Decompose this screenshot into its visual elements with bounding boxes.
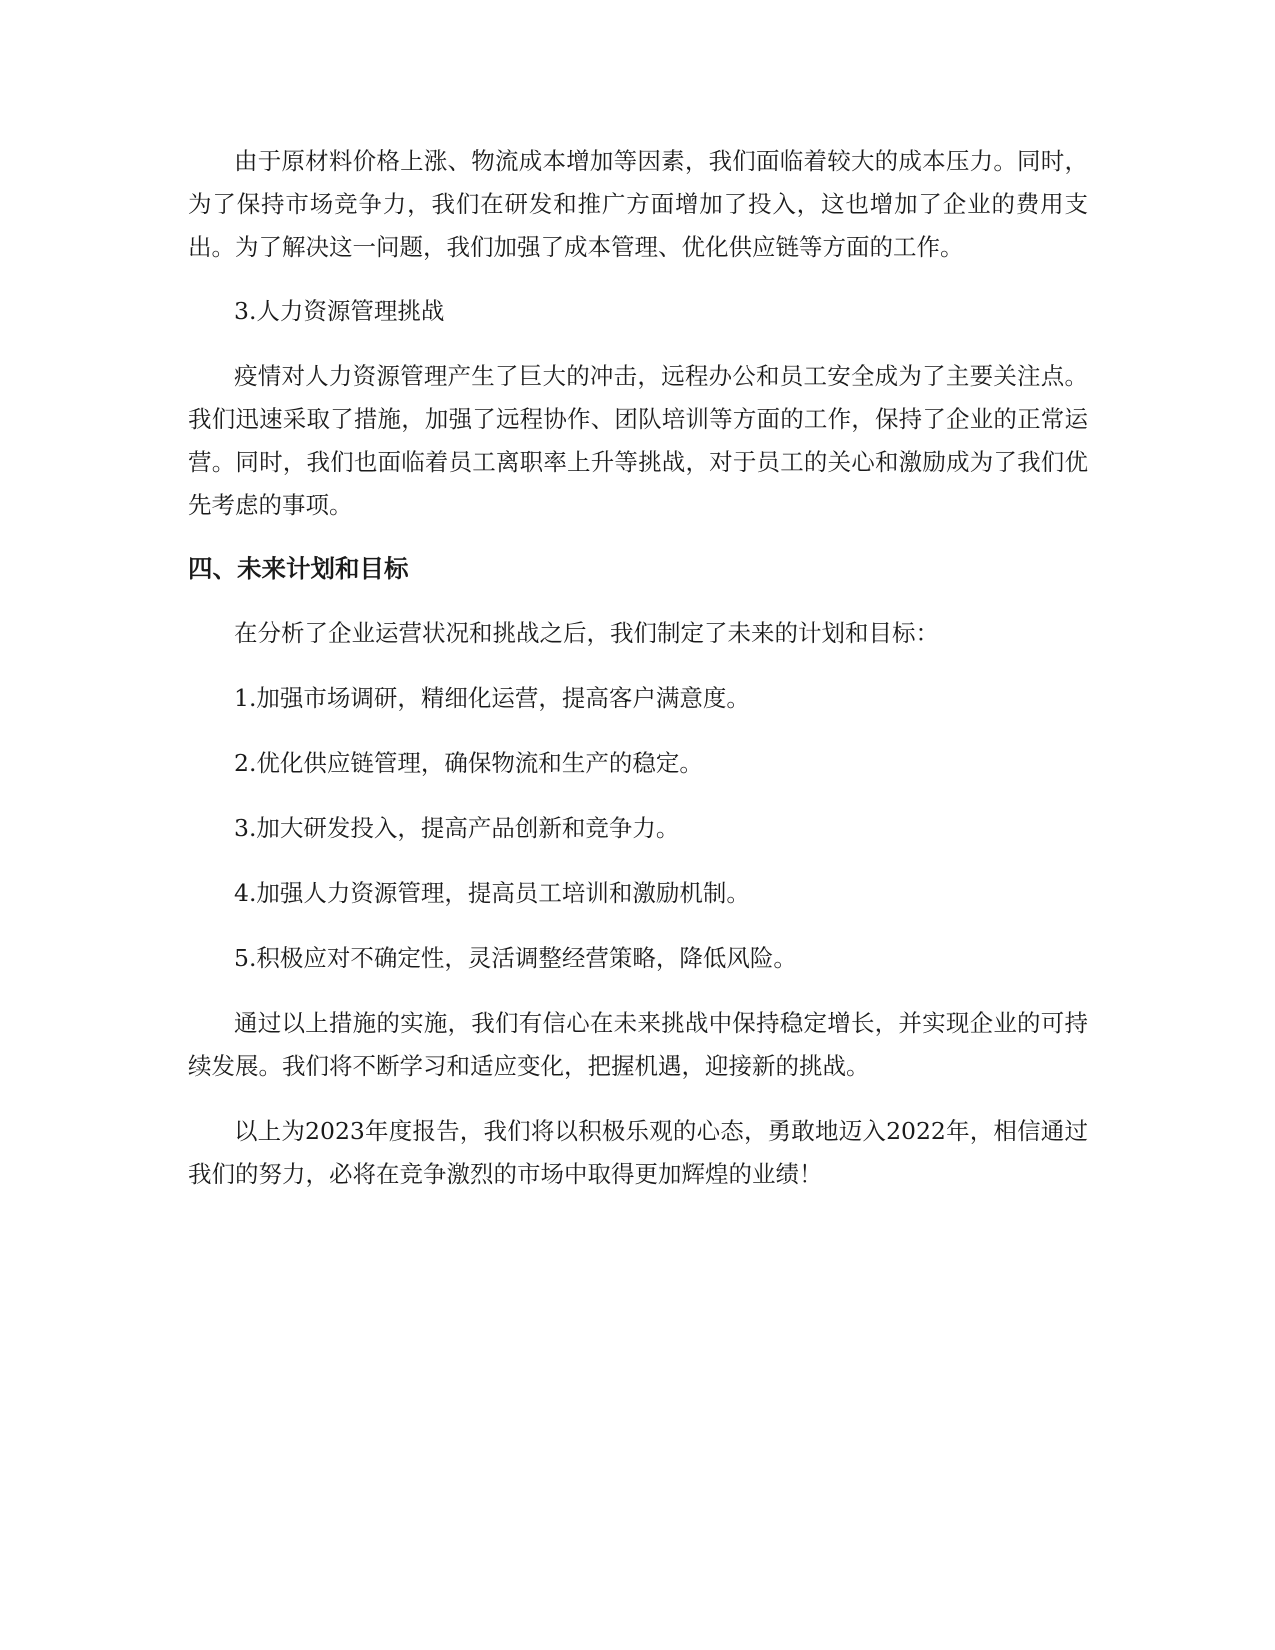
paragraph-closing: 以上为2023年度报告，我们将以积极乐观的心态，勇敢地迈入2022年，相信通过我们的努力，必将在竞争激烈的市场中取得更加辉煌的业绩！: [188, 1117, 1088, 1188]
subheading-hr-challenge: 3.人力资源管理挑战: [234, 297, 445, 325]
section-heading-future-plans: 四、未来计划和目标: [188, 554, 409, 583]
paragraph-plan-intro: 在分析了企业运营状况和挑战之后，我们制定了未来的计划和目标：: [234, 619, 939, 647]
paragraph-cost-pressure: 由于原材料价格上涨、物流成本增加等因素，我们面临着较大的成本压力。同时，为了保持市场竞争力，我们在研发和推广方面增加了投入，这也增加了企业的费用支出。为了解决这一问题，我们加强了成本管理、优化供应链等方面的工作。: [188, 147, 1088, 261]
plan-item: 5.积极应对不确定性，灵活调整经营策略，降低风险。: [234, 944, 797, 972]
paragraph-conclusion: 通过以上措施的实施，我们有信心在未来挑战中保持稳定增长，并实现企业的可持续发展。我们将不断学习和适应变化，把握机遇，迎接新的挑战。: [188, 1009, 1088, 1080]
document-page: [188, 140, 1088, 1196]
plan-item: 2.优化供应链管理，确保物流和生产的稳定。: [234, 749, 703, 777]
paragraph-hr-challenge: 疫情对人力资源管理产生了巨大的冲击，远程办公和员工安全成为了主要关注点。我们迅速采取了措施，加强了远程协作、团队培训等方面的工作，保持了企业的正常运营。同时，我们也面临着员工离职率上升等挑战，对于员工的关心和激励成为了我们优先考虑的事项。: [188, 362, 1088, 519]
plan-item: 4.加强人力资源管理，提高员工培训和激励机制。: [234, 879, 750, 907]
plan-item: 3.加大研发投入，提高产品创新和竞争力。: [234, 814, 680, 842]
plan-item: 1.加强市场调研，精细化运营，提高客户满意度。: [234, 684, 750, 712]
